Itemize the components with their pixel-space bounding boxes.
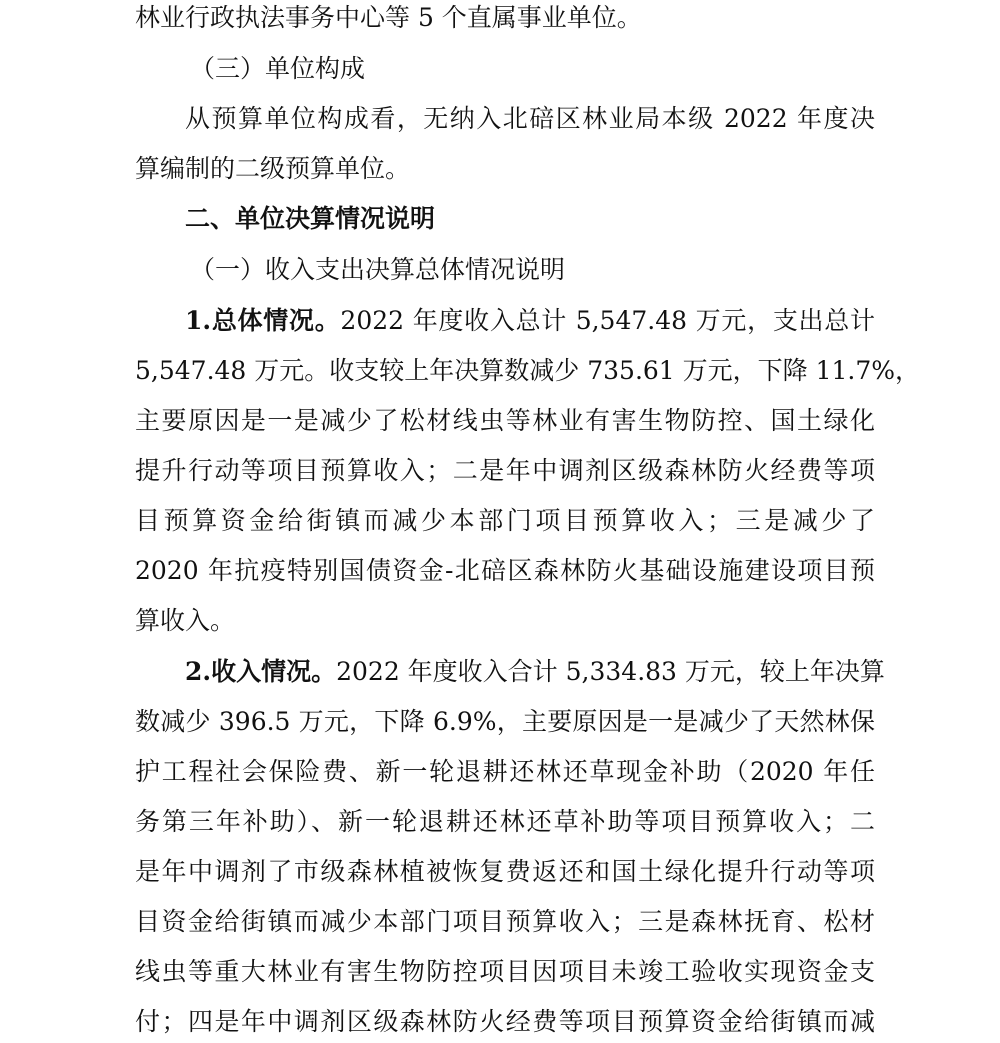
overall-lead: 1.总体情况。	[185, 306, 341, 335]
text-line: 数减少 396.5 万元，下降 6.9%，主要原因是一是减少了天然林保	[135, 707, 875, 736]
text-line: 算编制的二级预算单位。	[135, 154, 411, 183]
text-line: 目资金给街镇而减少本部门项目预算收入；三是森林抚育、松材	[135, 907, 875, 936]
text-line: 护工程社会保险费、新一轮退耕还林还草现金补助（2020 年任	[135, 757, 875, 786]
heading-overall: （一）收入支出决算总体情况说明	[190, 255, 566, 284]
text-line: 从预算单位构成看，无纳入北碚区林业局本级 2022 年度决	[185, 104, 875, 133]
income-line-1-rest: 2022 年度收入合计 5,334.83 万元，较上年决算	[336, 657, 885, 686]
text-line: 5,547.48 万元。收支较上年决算数减少 735.61 万元，下降 11.7%，	[135, 356, 921, 385]
income-lead: 2.收入情况。	[185, 657, 337, 686]
text-line: 算收入。	[135, 606, 236, 635]
text-line: 是年中调剂了市级森林植被恢复费返还和国土绿化提升行动等项	[135, 857, 875, 886]
text-line: 务第三年补助）、新一轮退耕还林还草补助等项目预算收入；二	[135, 807, 875, 836]
heading-unit-composition: （三）单位构成	[190, 54, 366, 83]
text-line: 林业行政执法事务中心等 5 个直属事业单位。	[135, 3, 642, 32]
overall-line-1	[185, 301, 875, 341]
text-line: 付；四是年中调剂区级森林防火经费等项目预算资金给街镇而减	[135, 1007, 875, 1036]
text-line: 线虫等重大林业有害生物防控项目因项目未竣工验收实现资金支	[135, 957, 875, 986]
heading-section-2: 二、单位决算情况说明	[185, 204, 436, 233]
overall-line-1-rest: 2022 年度收入总计 5,547.48 万元，支出总计	[340, 306, 875, 335]
text-line: 提升行动等项目预算收入；二是年中调剂区级森林防火经费等项	[135, 456, 875, 485]
income-line-1	[185, 652, 885, 692]
text-line: 2020 年抗疫特别国债资金-北碚区森林防火基础设施建设项目预	[135, 556, 875, 585]
text-line: 目预算资金给街镇而减少本部门项目预算收入；三是减少了	[135, 506, 875, 535]
text-line: 主要原因是一是减少了松材线虫等林业有害生物防控、国土绿化	[135, 406, 875, 435]
